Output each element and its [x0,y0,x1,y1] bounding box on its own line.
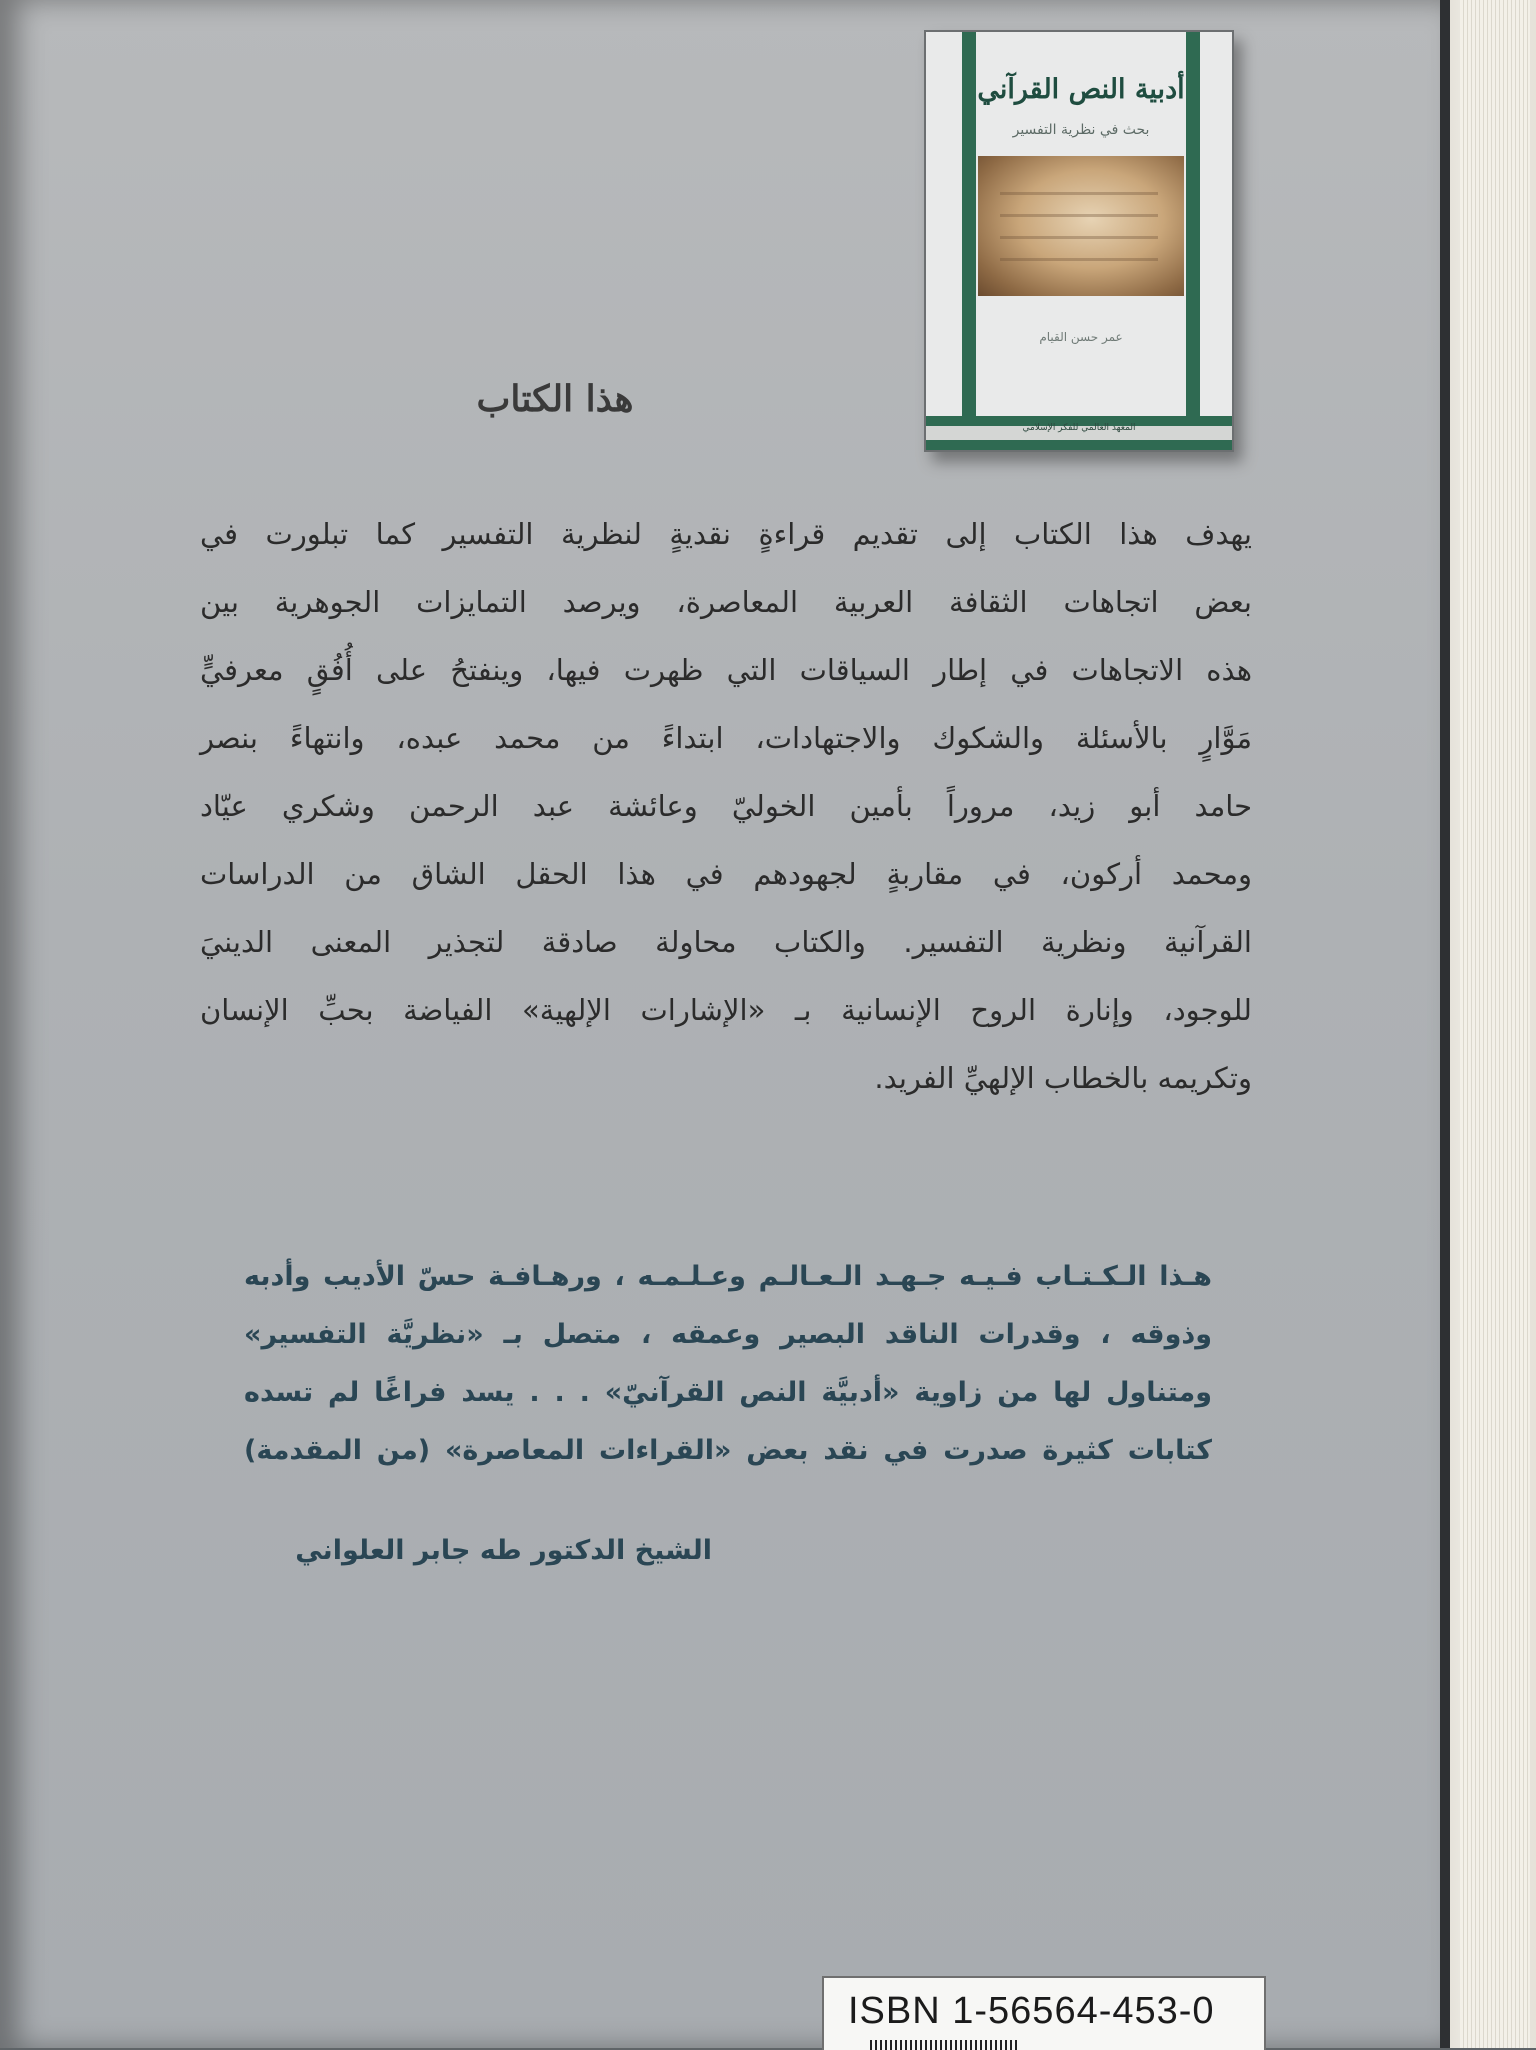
thumbnail-green-bar-right [1186,32,1200,416]
isbn-number: ISBN 1-56564-453-0 [848,1990,1215,2032]
thumbnail-title: أدبية النص القرآني [977,74,1185,105]
thumbnail-green-bar-left [962,32,976,416]
quote-line: وذوقه ، وقدرات الناقد البصير وعمقه ، متصل بـ «نظريَّة التفسير» [244,1319,1212,1350]
description-line: يهدف هذا الكتاب إلى تقديم قراءةٍ نقديةٍ لنظرية التفسير كما تبلورت في [200,517,1252,551]
manuscript-line [1000,258,1158,261]
description-line: للوجود، وإنارة الروح الإنسانية بـ «الإشارات الإلهية» الفياضة بحبِّ الإنسان [200,993,1252,1027]
front-cover-thumbnail [924,30,1234,452]
thumbnail-author: عمر حسن القيام [1039,330,1123,344]
description-line: القرآنية ونظرية التفسير. والكتاب محاولة صادقة لتجذير المعنى الدينيَ [200,925,1252,959]
description-line: حامد أبو زيد، مروراً بأمين الخوليّ وعائشة عبد الرحمن وشكري عيّاد [200,789,1252,823]
description-line: ومحمد أركون، في مقاربةٍ لجهودهم في هذا الحقل الشاق من الدراسات [200,857,1252,891]
thumbnail-footer-band [926,416,1232,450]
thumbnail-publisher: المعهد العالمي للفكر الإسلامي [1022,423,1136,433]
manuscript-line [1000,214,1158,217]
description-paragraph [200,500,1252,1112]
description-line: هذه الاتجاهات في إطار السياقات التي ظهرت فيها، وينفتحُ على أُفُقٍ معرفيٍّ [200,653,1252,687]
quote-author: الشيخ الدكتور طه جابر العلواني [295,1535,712,1566]
endorsement-quote [244,1248,1212,1480]
quote-line: كتابات كثيرة صدرت في نقد بعض «القراءات المعاصرة» (من المقدمة) [244,1435,1212,1466]
book-page-edges [1460,0,1530,2048]
barcode-fragment [870,2040,1020,2050]
thumbnail-manuscript-image [978,156,1184,296]
isbn-label [822,1976,1266,2050]
section-heading: هذا الكتاب [476,378,634,420]
manuscript-line [1000,192,1158,195]
description-line: مَوَّارٍ بالأسئلة والشكوك والاجتهادات، ابتداءً من محمد عبده، وانتهاءً بنصر [200,721,1252,755]
description-line: وتكريمه بالخطاب الإلهيِّ الفريد. [874,1061,1252,1095]
manuscript-line [1000,236,1158,239]
description-line: بعض اتجاهات الثقافة العربية المعاصرة، ويرصد التمايزات الجوهرية بين [200,585,1252,619]
quote-line: ومتناول لها من زاوية «أدبيَّة النص القرآنيّ» . . . يسد فراغًا لم تسده [244,1377,1212,1408]
quote-line: هـذا الـكـتـاب فـيـه جـهـد الـعـالـم وعـلـمـه ، ورهـافـة حسّ الأديب وأدبه [244,1261,1212,1292]
thumbnail-subtitle: بحث في نظرية التفسير [1012,122,1150,138]
